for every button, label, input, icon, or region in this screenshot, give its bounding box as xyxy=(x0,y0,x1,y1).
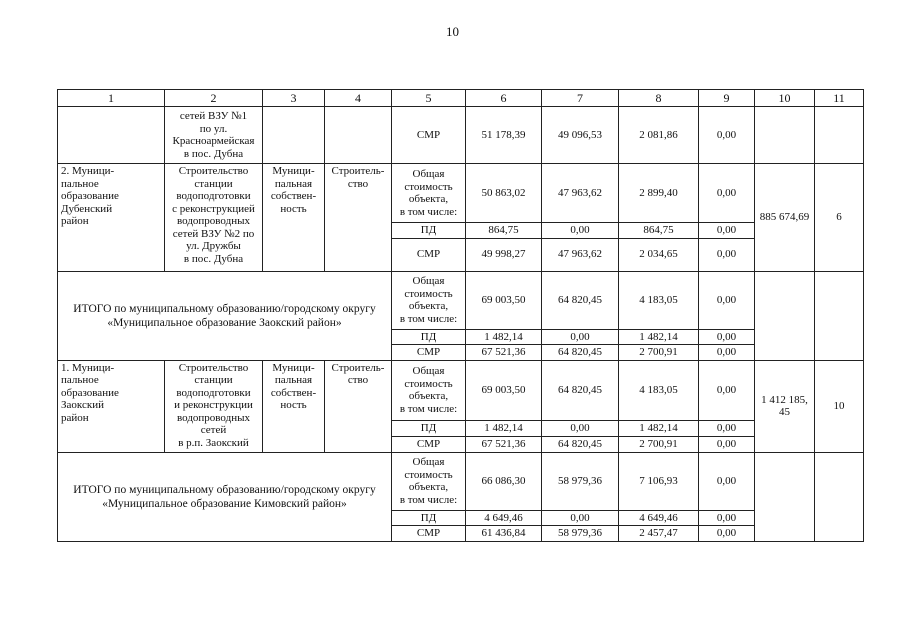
budget-table xyxy=(57,89,864,542)
value-cell: 64 820,45 xyxy=(542,271,619,329)
value-cell: 0,00 xyxy=(699,436,755,452)
value-cell: 50 863,02 xyxy=(466,164,542,223)
value-cell: 49 096,53 xyxy=(542,107,619,164)
table-row xyxy=(58,452,864,510)
subtotal-label: ИТОГО по муниципальному образованию/городскому округу «Муниципальное образование Заокский район» xyxy=(58,271,392,360)
header-row xyxy=(58,90,864,107)
cost-type-cell: Общая стоимость объекта, в том числе: xyxy=(392,271,466,329)
object-cell: Строительство станции водоподготовки с реконструкцией водопроводных сетей ВЗУ №2 по ул. Дружбы в пос. Дубна xyxy=(165,164,263,272)
value-cell: 1 482,14 xyxy=(619,329,699,345)
municipality-cell: 1. Муници- пальное образование Заокский район xyxy=(58,360,165,452)
value-cell: 7 106,93 xyxy=(619,452,699,510)
cost-type-cell: СМР xyxy=(392,526,466,542)
value-cell: 4 183,05 xyxy=(619,360,699,420)
value-cell: 4 183,05 xyxy=(619,271,699,329)
value-cell: 67 521,36 xyxy=(466,436,542,452)
ownership-cell xyxy=(263,107,325,164)
empty-cell xyxy=(755,107,815,164)
header-cell: 11 xyxy=(815,90,864,107)
value-cell: 4 649,46 xyxy=(466,510,542,526)
value-cell: 1 482,14 xyxy=(619,420,699,436)
cost-type-cell: Общая стоимость объекта, в том числе: xyxy=(392,164,466,223)
value-cell: 0,00 xyxy=(542,510,619,526)
table-row xyxy=(58,107,864,164)
cost-type-cell: СМР xyxy=(392,107,466,164)
total-cost-cell: 885 674,69 xyxy=(755,164,815,272)
value-cell: 0,00 xyxy=(699,164,755,223)
empty-cell xyxy=(815,452,864,541)
col11-cell: 10 xyxy=(815,360,864,452)
header-cell: 4 xyxy=(325,90,392,107)
value-cell: 64 820,45 xyxy=(542,345,619,361)
table-row xyxy=(58,271,864,329)
municipality-cell: 2. Муници- пальное образование Дубенский район xyxy=(58,164,165,272)
value-cell: 0,00 xyxy=(699,420,755,436)
subtotal-label: ИТОГО по муниципальному образованию/городскому округу «Муниципальное образование Кимовский район» xyxy=(58,452,392,541)
value-cell: 0,00 xyxy=(699,360,755,420)
value-cell: 0,00 xyxy=(699,510,755,526)
value-cell: 0,00 xyxy=(542,420,619,436)
work-type-cell xyxy=(325,107,392,164)
empty-cell xyxy=(755,452,815,541)
header-cell: 9 xyxy=(699,90,755,107)
value-cell: 58 979,36 xyxy=(542,452,619,510)
cost-type-cell: Общая стоимость объекта, в том числе: xyxy=(392,360,466,420)
value-cell: 66 086,30 xyxy=(466,452,542,510)
value-cell: 0,00 xyxy=(699,345,755,361)
value-cell: 64 820,45 xyxy=(542,360,619,420)
value-cell: 0,00 xyxy=(542,223,619,239)
value-cell: 2 457,47 xyxy=(619,526,699,542)
value-cell: 0,00 xyxy=(699,452,755,510)
header-cell: 8 xyxy=(619,90,699,107)
value-cell: 2 700,91 xyxy=(619,345,699,361)
cost-type-cell: ПД xyxy=(392,329,466,345)
ownership-cell: Муници- пальная собствен- ность xyxy=(263,360,325,452)
header-cell: 1 xyxy=(58,90,165,107)
work-type-cell: Строитель- ство xyxy=(325,164,392,272)
header-cell: 2 xyxy=(165,90,263,107)
value-cell: 1 482,14 xyxy=(466,329,542,345)
header-cell: 3 xyxy=(263,90,325,107)
cost-type-cell: Общая стоимость объекта, в том числе: xyxy=(392,452,466,510)
page-number: 10 xyxy=(446,24,459,39)
value-cell: 0,00 xyxy=(699,329,755,345)
value-cell: 61 436,84 xyxy=(466,526,542,542)
value-cell: 2 081,86 xyxy=(619,107,699,164)
empty-cell xyxy=(815,271,864,360)
object-cell: сетей ВЗУ №1 по ул. Красноармейская в пос. Дубна xyxy=(165,107,263,164)
cost-type-cell: СМР xyxy=(392,238,466,271)
empty-cell xyxy=(755,271,815,360)
cost-type-cell: ПД xyxy=(392,510,466,526)
value-cell: 58 979,36 xyxy=(542,526,619,542)
empty-cell xyxy=(815,107,864,164)
value-cell: 69 003,50 xyxy=(466,360,542,420)
cost-type-cell: СМР xyxy=(392,436,466,452)
work-type-cell: Строитель- ство xyxy=(325,360,392,452)
value-cell: 864,75 xyxy=(466,223,542,239)
value-cell: 0,00 xyxy=(542,329,619,345)
value-cell: 864,75 xyxy=(619,223,699,239)
value-cell: 47 963,62 xyxy=(542,238,619,271)
header-cell: 7 xyxy=(542,90,619,107)
value-cell: 67 521,36 xyxy=(466,345,542,361)
object-cell: Строительство станции водоподготовки и реконструкции водопроводных сетей в р.п. Заокский xyxy=(165,360,263,452)
municipality-cell xyxy=(58,107,165,164)
value-cell: 0,00 xyxy=(699,271,755,329)
value-cell: 1 482,14 xyxy=(466,420,542,436)
value-cell: 49 998,27 xyxy=(466,238,542,271)
value-cell: 2 700,91 xyxy=(619,436,699,452)
value-cell: 2 034,65 xyxy=(619,238,699,271)
value-cell: 64 820,45 xyxy=(542,436,619,452)
cost-type-cell: СМР xyxy=(392,345,466,361)
value-cell: 0,00 xyxy=(699,107,755,164)
table-row xyxy=(58,164,864,223)
value-cell: 4 649,46 xyxy=(619,510,699,526)
value-cell: 47 963,62 xyxy=(542,164,619,223)
value-cell: 0,00 xyxy=(699,223,755,239)
value-cell: 0,00 xyxy=(699,238,755,271)
value-cell: 69 003,50 xyxy=(466,271,542,329)
header-cell: 5 xyxy=(392,90,466,107)
cost-type-cell: ПД xyxy=(392,420,466,436)
ownership-cell: Муници- пальная собствен- ность xyxy=(263,164,325,272)
header-cell: 6 xyxy=(466,90,542,107)
value-cell: 2 899,40 xyxy=(619,164,699,223)
value-cell: 51 178,39 xyxy=(466,107,542,164)
cost-type-cell: ПД xyxy=(392,223,466,239)
header-cell: 10 xyxy=(755,90,815,107)
table-row xyxy=(58,360,864,420)
total-cost-cell: 1 412 185, 45 xyxy=(755,360,815,452)
col11-cell: 6 xyxy=(815,164,864,272)
value-cell: 0,00 xyxy=(699,526,755,542)
